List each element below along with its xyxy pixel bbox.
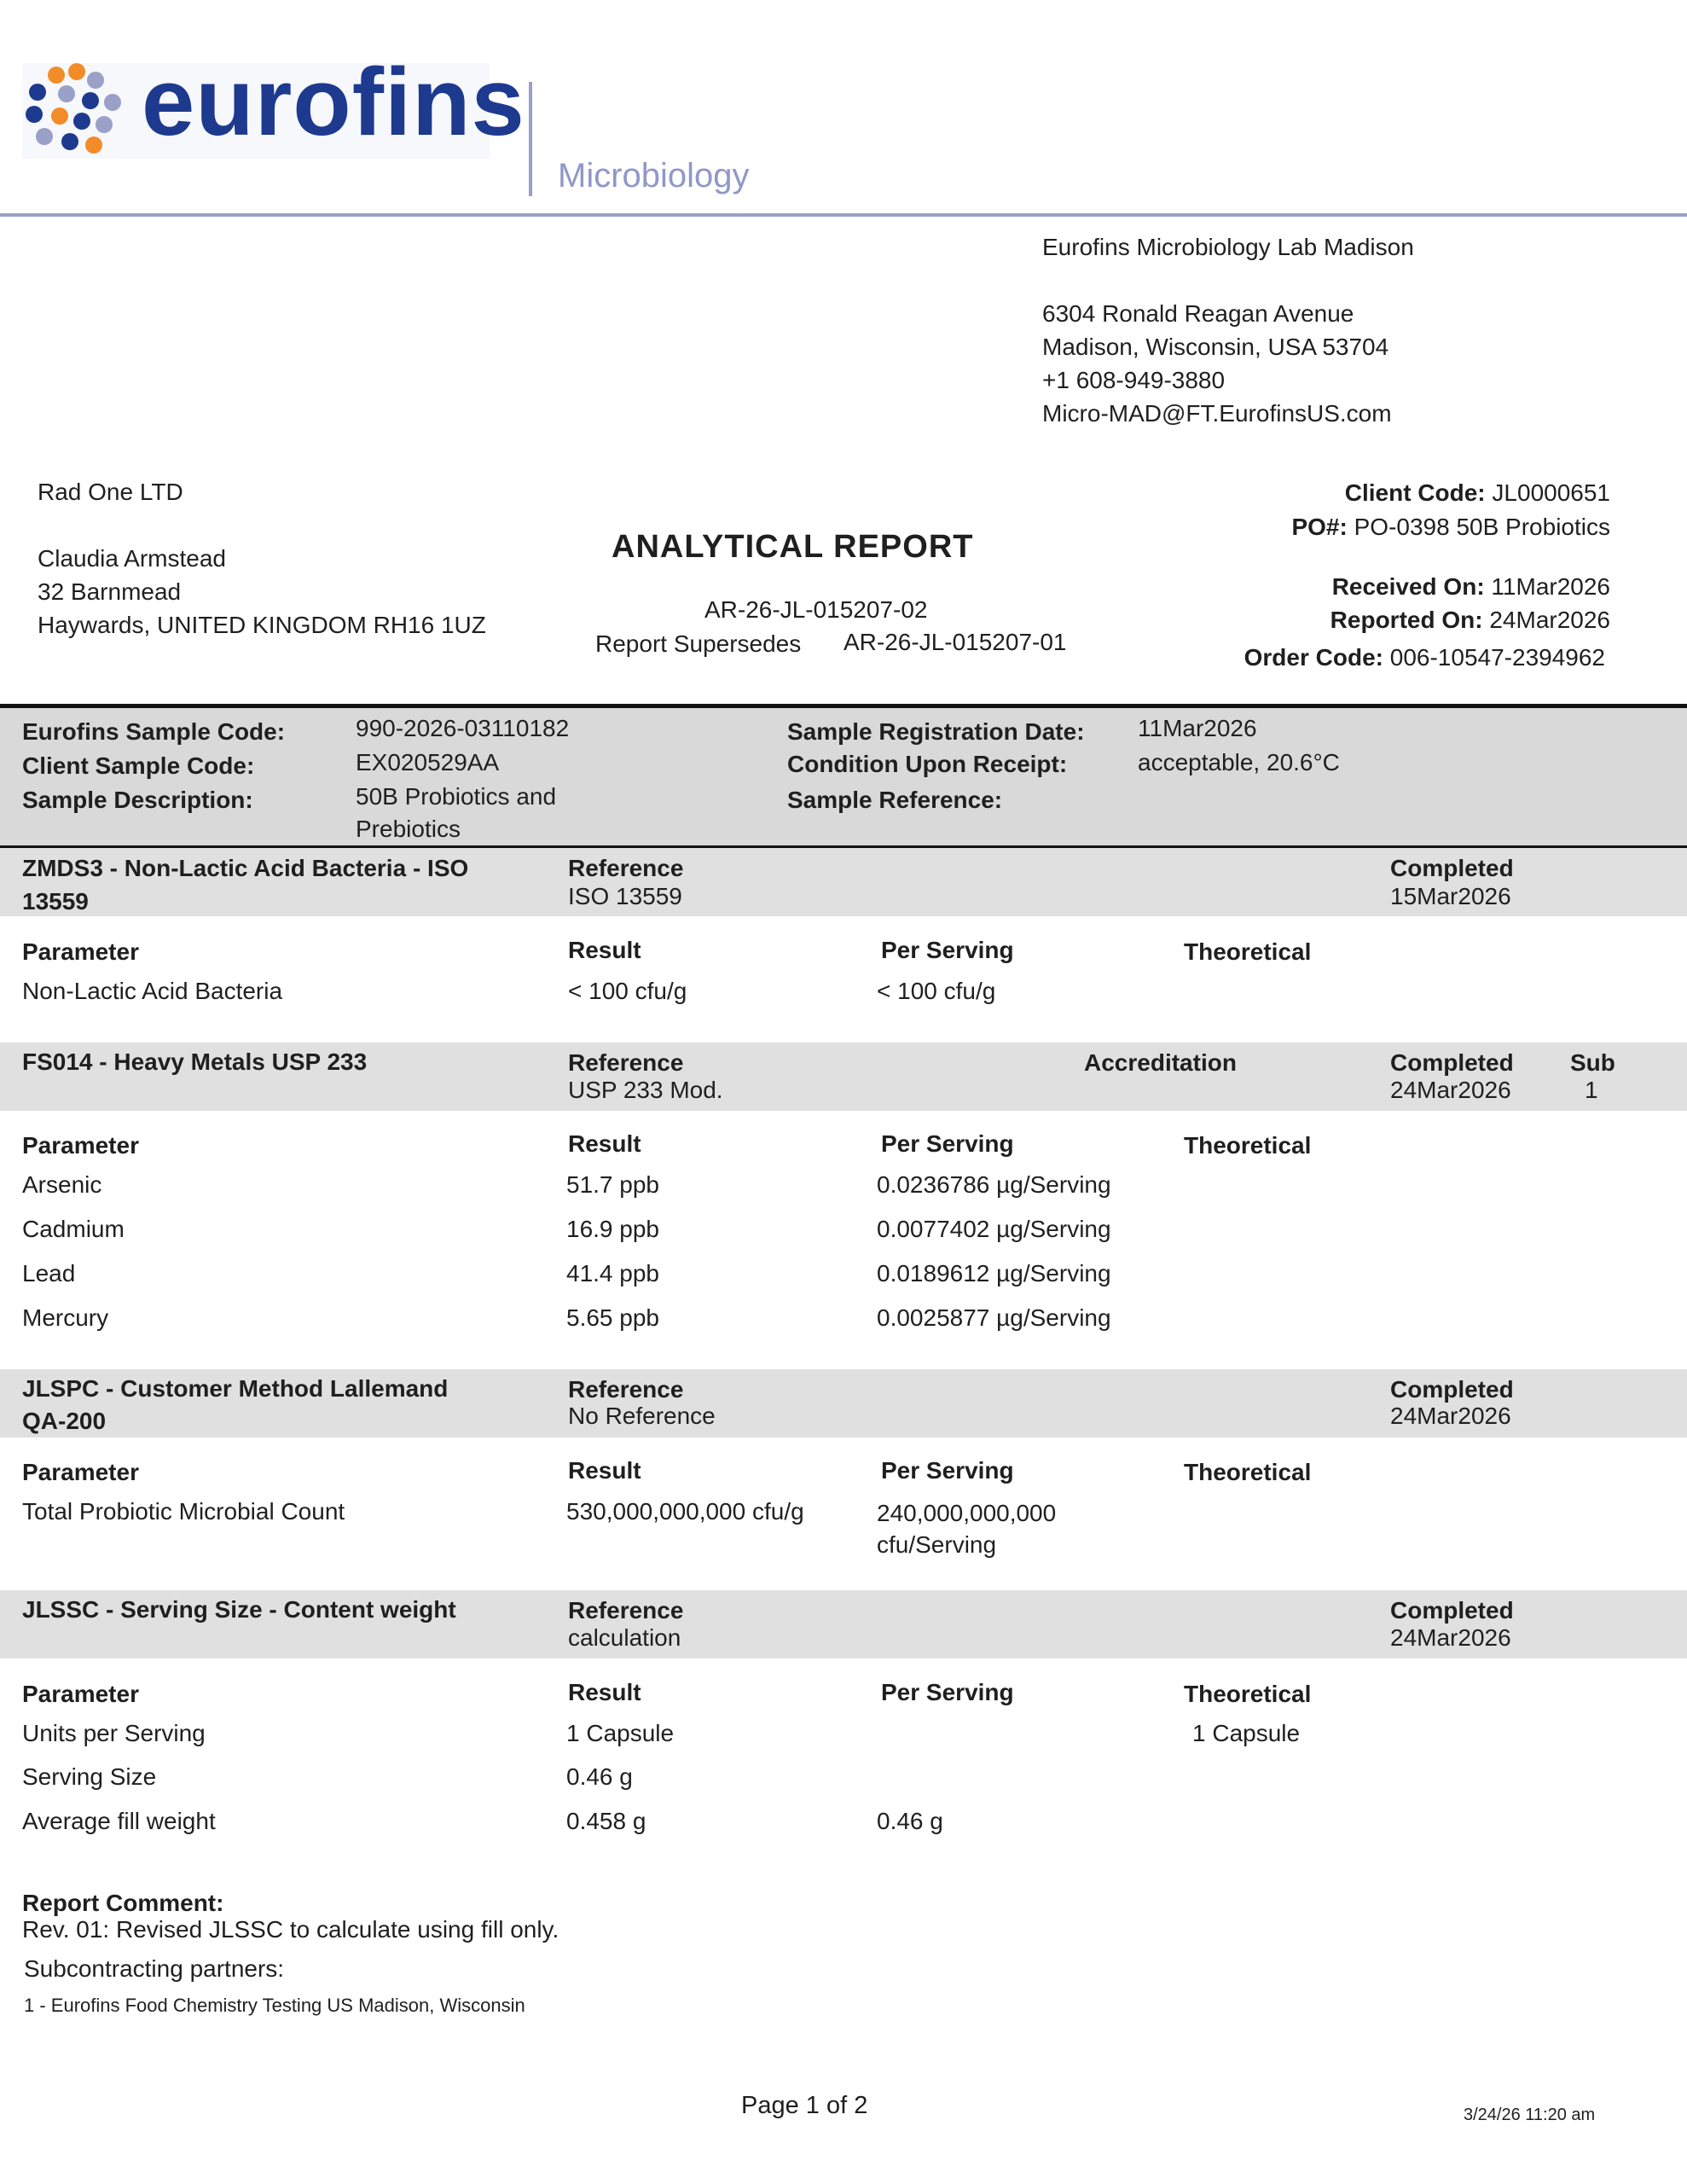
result-value: 0.46 g bbox=[566, 1763, 633, 1790]
eurofins-logo bbox=[22, 49, 525, 159]
sample-reference-label: Sample Reference: bbox=[787, 787, 1003, 813]
eurofins-sample-code: 990-2026-03110182 bbox=[356, 715, 570, 741]
completed-label: Completed bbox=[1390, 855, 1514, 881]
lab-email[interactable]: Micro-MAD@FT.EurofinsUS.com bbox=[1042, 400, 1392, 427]
per-serving-value: 0.0189612 µg/Serving bbox=[877, 1260, 1111, 1287]
supersedes-label: Report Supersedes bbox=[595, 630, 802, 657]
client-company: Rad One LTD bbox=[38, 479, 183, 505]
sample-description-label: Sample Description: bbox=[22, 787, 253, 813]
col-theoretical: Theoretical bbox=[1184, 1132, 1312, 1159]
order-value: 006-10547-2394962 bbox=[1389, 644, 1605, 671]
col-per-serving: Per Serving bbox=[881, 937, 1014, 963]
parameter-name: Units per Serving bbox=[22, 1720, 206, 1746]
order-label: Order Code: bbox=[1244, 644, 1383, 671]
result-value: 51.7 ppb bbox=[566, 1171, 659, 1198]
registration-date: 11Mar2026 bbox=[1138, 715, 1257, 741]
report-comment-text: Rev. 01: Revised JLSSC to calculate using fill only. bbox=[22, 1916, 559, 1943]
test-title-cont: QA-200 bbox=[22, 1408, 107, 1434]
division-name: Microbiology bbox=[558, 157, 750, 195]
completed-date: 15Mar2026 bbox=[1390, 883, 1511, 909]
col-parameter: Parameter bbox=[22, 938, 139, 965]
received-value: 11Mar2026 bbox=[1491, 573, 1610, 600]
po-label: PO#: bbox=[1291, 514, 1348, 540]
report-comment-label: Report Comment: bbox=[22, 1890, 224, 1916]
result-value: < 100 cfu/g bbox=[568, 978, 687, 1004]
client-address bbox=[38, 475, 486, 642]
parameter-name: Serving Size bbox=[22, 1763, 157, 1790]
reported-value: 24Mar2026 bbox=[1489, 607, 1610, 633]
result-value: 1 Capsule bbox=[566, 1720, 675, 1746]
registration-date-label: Sample Registration Date: bbox=[787, 718, 1085, 745]
reference-value: ISO 13559 bbox=[568, 883, 682, 909]
reference-label: Reference bbox=[568, 1597, 684, 1623]
theoretical-value: 1 Capsule bbox=[1192, 1720, 1301, 1746]
client-sample-code: EX020529AA bbox=[356, 749, 500, 775]
col-theoretical: Theoretical bbox=[1184, 938, 1312, 965]
logo-dots-icon bbox=[22, 63, 142, 159]
per-serving-value: 0.0236786 µg/Serving bbox=[877, 1171, 1111, 1198]
per-serving-value: 0.0025877 µg/Serving bbox=[877, 1304, 1111, 1331]
col-per-serving: Per Serving bbox=[881, 1457, 1014, 1484]
client-code-line bbox=[1345, 479, 1610, 507]
parameter-name: Average fill weight bbox=[22, 1808, 216, 1834]
col-result: Result bbox=[568, 937, 641, 963]
parameter-name: Lead bbox=[22, 1260, 76, 1287]
test-title: ZMDS3 - Non-Lactic Acid Bacteria - ISO bbox=[22, 855, 469, 881]
reported-label: Reported On: bbox=[1330, 607, 1483, 633]
test-title: FS014 - Heavy Metals USP 233 bbox=[22, 1048, 368, 1075]
parameter-name: Mercury bbox=[22, 1304, 109, 1331]
client-city: Haywards, UNITED KINGDOM RH16 1UZ bbox=[38, 612, 486, 638]
completed-label: Completed bbox=[1390, 1376, 1514, 1403]
client-code-label: Client Code: bbox=[1344, 479, 1486, 506]
test-title: JLSSC - Serving Size - Content weight bbox=[22, 1596, 456, 1623]
parameter-name: Arsenic bbox=[22, 1171, 102, 1198]
test-title-cont: 13559 bbox=[22, 888, 89, 915]
lab-city: Madison, Wisconsin, USA 53704 bbox=[1042, 334, 1389, 360]
col-result: Result bbox=[568, 1130, 641, 1157]
parameter-name: Total Probiotic Microbial Count bbox=[22, 1498, 345, 1525]
reference-value: USP 233 Mod. bbox=[568, 1077, 723, 1103]
per-serving-unit: cfu/Serving bbox=[877, 1531, 997, 1558]
order-line bbox=[1244, 644, 1605, 671]
col-result: Result bbox=[568, 1457, 641, 1484]
condition-label: Condition Upon Receipt: bbox=[787, 751, 1068, 777]
sub-label: Sub bbox=[1570, 1049, 1615, 1076]
reference-label: Reference bbox=[568, 855, 684, 881]
per-serving-value: 240,000,000,000 bbox=[877, 1500, 1057, 1526]
col-result: Result bbox=[568, 1679, 641, 1705]
reference-label: Reference bbox=[568, 1376, 684, 1403]
sample-description-line2: Prebiotics bbox=[356, 816, 461, 842]
test-title: JLSPC - Customer Method Lallemand bbox=[22, 1375, 449, 1402]
per-serving-value: 0.0077402 µg/Serving bbox=[877, 1216, 1111, 1242]
result-value: 0.458 g bbox=[566, 1808, 646, 1834]
result-value: 41.4 ppb bbox=[566, 1260, 659, 1287]
received-label: Received On: bbox=[1331, 573, 1485, 600]
condition-value: acceptable, 20.6°C bbox=[1138, 749, 1340, 775]
per-serving-value: 0.46 g bbox=[877, 1808, 943, 1834]
sample-top-rule bbox=[0, 704, 1687, 708]
col-parameter: Parameter bbox=[22, 1681, 139, 1707]
client-contact: Claudia Armstead bbox=[38, 545, 227, 572]
client-code-value: JL0000651 bbox=[1492, 479, 1610, 506]
lab-address bbox=[1042, 230, 1414, 430]
brand-divider bbox=[529, 82, 532, 196]
result-value: 16.9 ppb bbox=[566, 1216, 659, 1242]
result-value: 5.65 ppb bbox=[566, 1304, 659, 1331]
print-timestamp: 3/24/26 11:20 am bbox=[1464, 2106, 1596, 2124]
reference-label: Reference bbox=[568, 1049, 684, 1076]
sub-value: 1 bbox=[1585, 1077, 1598, 1103]
subcontracting-label: Subcontracting partners: bbox=[24, 1955, 285, 1982]
po-value: PO-0398 50B Probiotics bbox=[1354, 514, 1610, 540]
page-number: Page 1 of 2 bbox=[741, 2092, 868, 2119]
reference-value: No Reference bbox=[568, 1403, 716, 1429]
reference-value: calculation bbox=[568, 1624, 681, 1651]
completed-date: 24Mar2026 bbox=[1390, 1624, 1511, 1651]
per-serving-value: < 100 cfu/g bbox=[877, 978, 996, 1004]
report-number: AR-26-JL-015207-02 bbox=[704, 596, 928, 623]
lab-phone: +1 608-949-3880 bbox=[1042, 367, 1226, 393]
report-title: ANALYTICAL REPORT bbox=[612, 529, 974, 565]
parameter-name: Non-Lactic Acid Bacteria bbox=[22, 978, 283, 1004]
completed-date: 24Mar2026 bbox=[1390, 1077, 1511, 1103]
parameter-name: Cadmium bbox=[22, 1216, 125, 1242]
col-theoretical: Theoretical bbox=[1184, 1681, 1312, 1707]
subcontracting-partner: 1 - Eurofins Food Chemistry Testing US Madison, Wisconsin bbox=[24, 1995, 525, 2016]
result-value: 530,000,000,000 cfu/g bbox=[566, 1498, 804, 1525]
received-line bbox=[1332, 573, 1610, 601]
sample-description-line1: 50B Probiotics and bbox=[356, 783, 557, 810]
accreditation-label: Accreditation bbox=[1084, 1049, 1237, 1076]
po-line bbox=[1291, 514, 1610, 541]
eurofins-sample-code-label: Eurofins Sample Code: bbox=[22, 718, 286, 745]
col-per-serving: Per Serving bbox=[881, 1679, 1014, 1705]
header-rule bbox=[0, 213, 1687, 217]
logo-wordmark: eurofins bbox=[142, 49, 525, 155]
col-per-serving: Per Serving bbox=[881, 1130, 1014, 1157]
lab-name: Eurofins Microbiology Lab Madison bbox=[1042, 234, 1414, 260]
completed-label: Completed bbox=[1390, 1049, 1514, 1076]
col-theoretical: Theoretical bbox=[1184, 1459, 1312, 1485]
reported-line bbox=[1330, 607, 1610, 634]
client-sample-code-label: Client Sample Code: bbox=[22, 752, 255, 779]
supersedes-value: AR-26-JL-015207-01 bbox=[844, 629, 1067, 655]
col-parameter: Parameter bbox=[22, 1459, 139, 1485]
completed-date: 24Mar2026 bbox=[1390, 1403, 1511, 1429]
lab-street: 6304 Ronald Reagan Avenue bbox=[1042, 300, 1354, 327]
client-street: 32 Barnmead bbox=[38, 578, 182, 605]
col-parameter: Parameter bbox=[22, 1132, 139, 1159]
completed-label: Completed bbox=[1390, 1597, 1514, 1623]
